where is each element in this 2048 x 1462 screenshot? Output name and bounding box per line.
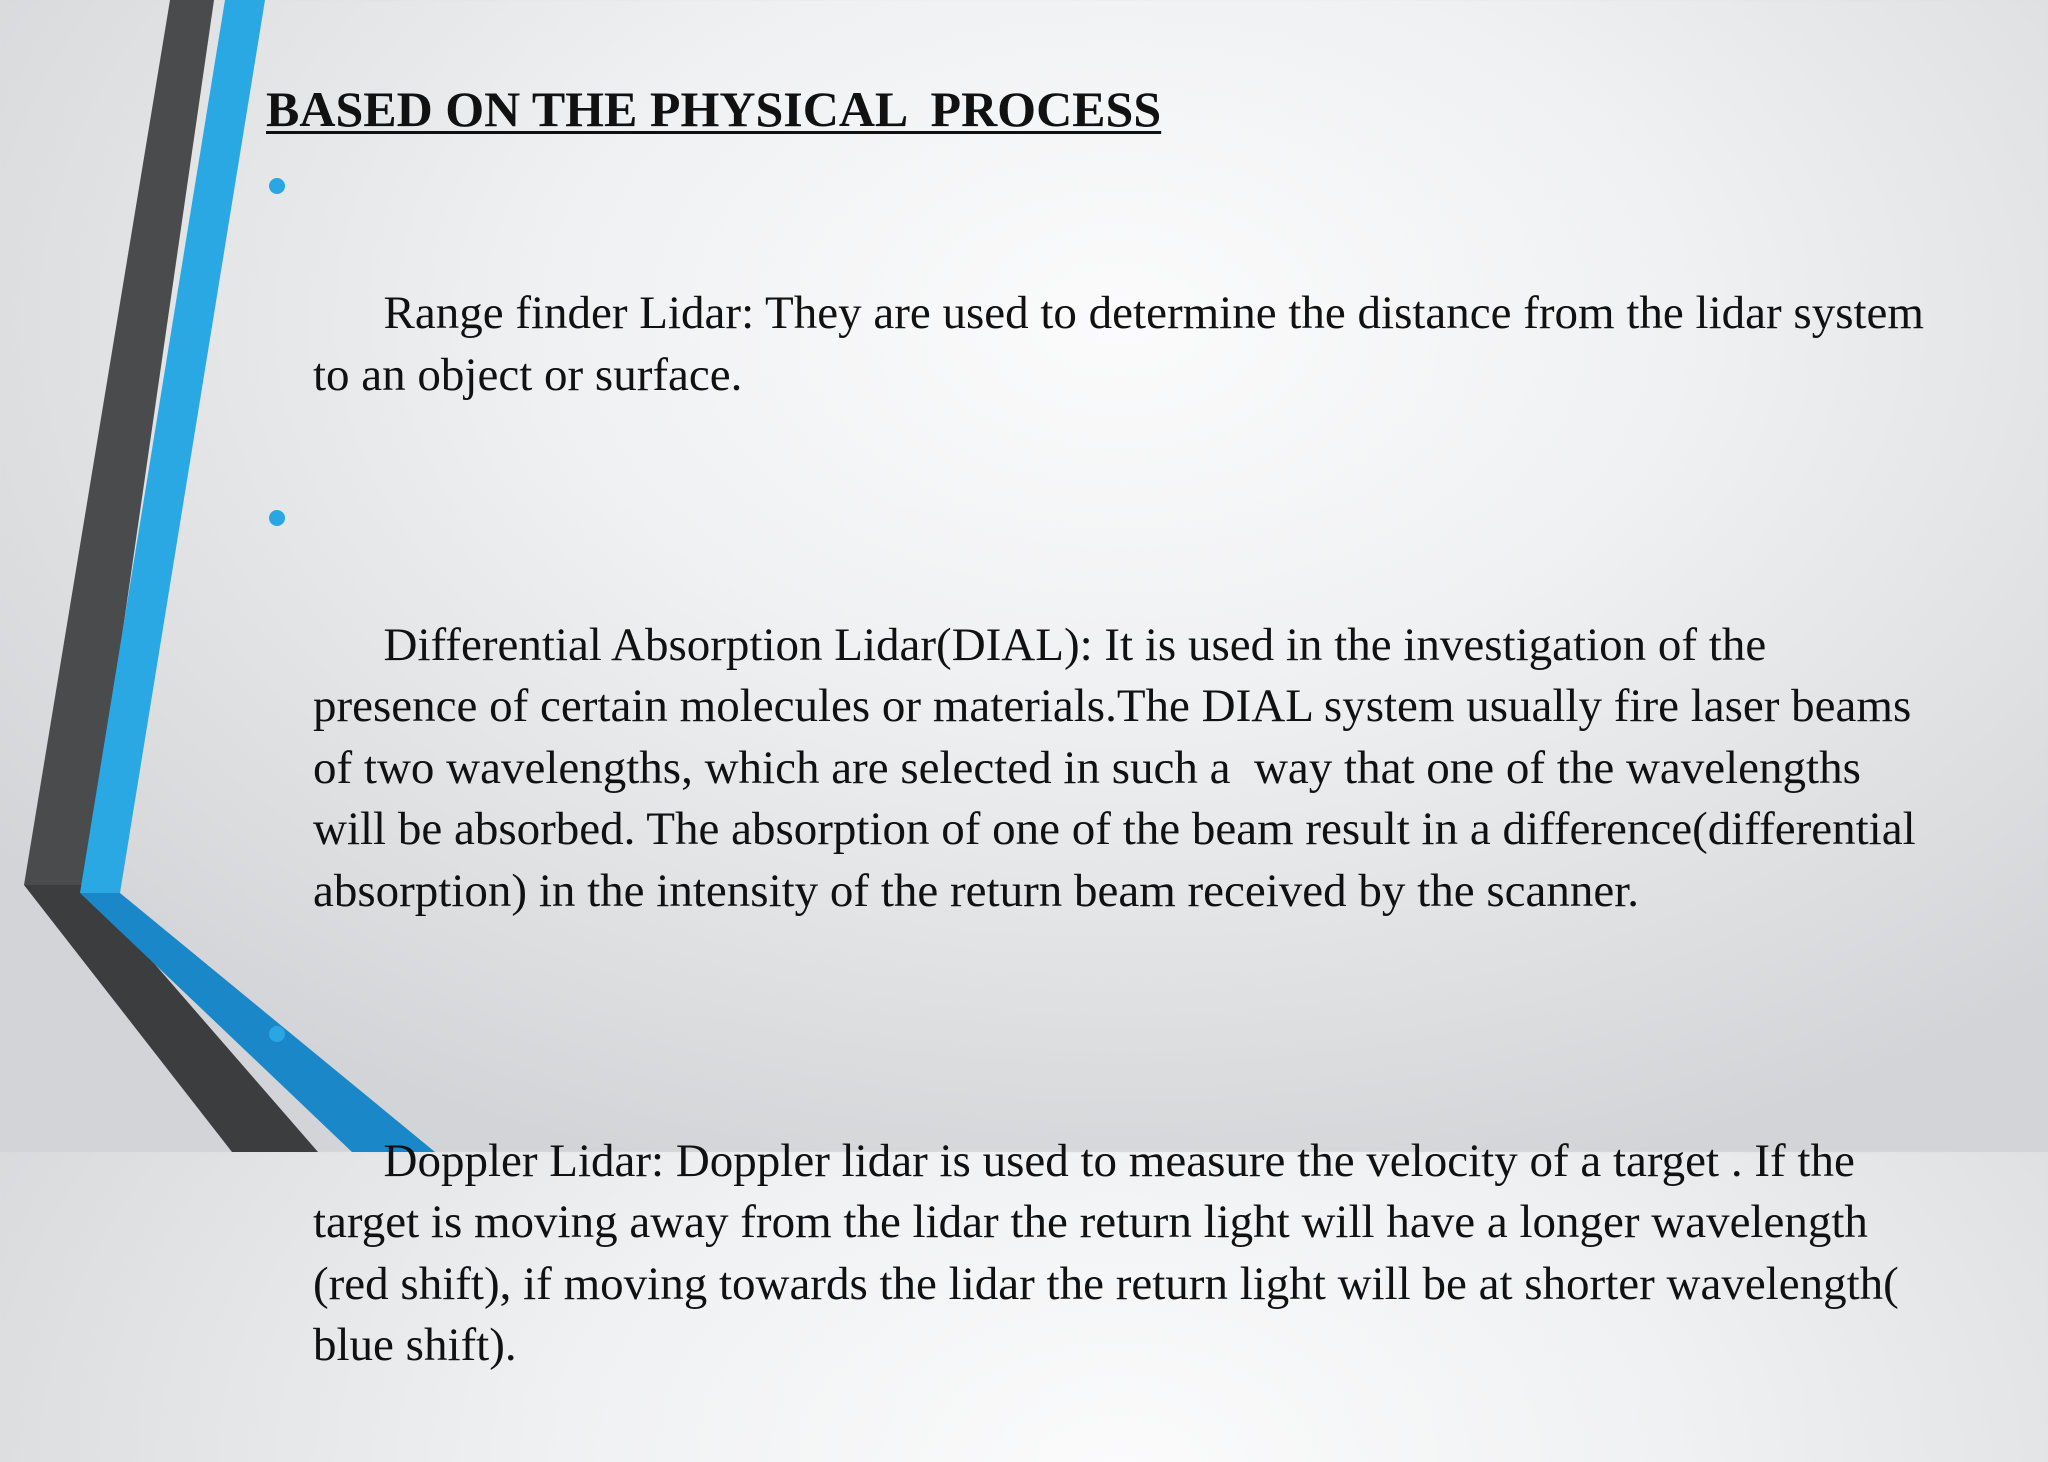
bullet-dot-icon [269,510,285,526]
bullet-text: Differential Absorption Lidar(DIAL): It is used in the investigation of the presence of certain molecules or materials.The DIAL system usually fire laser beams of two wavelengths, which are selected in such a way that one of the wavelengths will be absorbed. The absorption of one of the beam result in a difference(differential absorption) in the intensity of the return beam received by the scanner. [313,618,1928,917]
bullet-range-finder [266,160,1936,468]
bullet-text: Range finder Lidar: They are used to determine the distance from the lidar system to an object or surface. [313,287,1936,401]
bullet-dot-icon [269,1026,285,1042]
bullet-dial [266,492,1926,984]
bullet-list [266,160,1936,1438]
bullet-dot-icon [269,178,285,194]
slide-content [266,78,1936,1462]
bullet-text: Doppler Lidar: Doppler lidar is used to measure the velocity of a target . If the target is moving away from the lidar the return light will have a longer wavelength (red shift), if moving towards the lidar the return light will be at shorter wavelength( blue shift). [313,1134,1911,1371]
bullet-doppler [266,1008,1926,1439]
slide-title: BASED ON THE PHYSICAL PROCESS [266,81,1162,137]
